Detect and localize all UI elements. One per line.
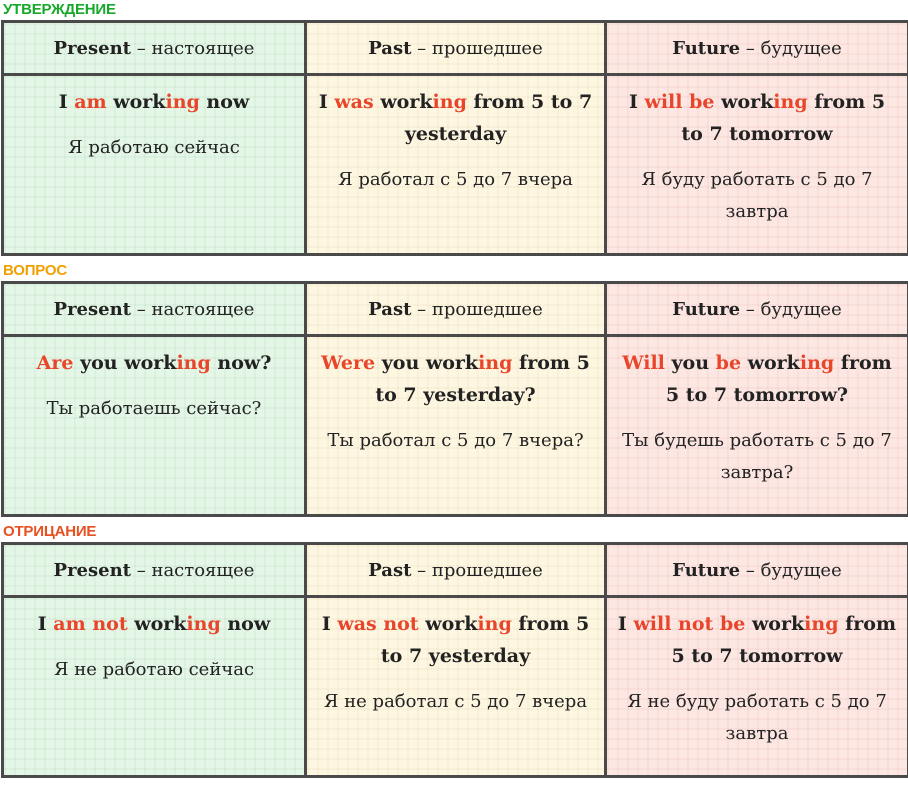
highlighted-fragment: ing xyxy=(773,91,808,113)
tense-name: Past xyxy=(368,37,412,59)
russian-translation: Ты будешь работать с 5 до 7 завтра? xyxy=(622,430,892,483)
sentence-fragment: you xyxy=(664,352,716,374)
cell-affirmative-past xyxy=(306,75,606,255)
cell-question-present xyxy=(3,336,306,516)
english-sentence xyxy=(315,608,596,672)
header-future: Future – будущее xyxy=(606,544,908,597)
tense-name: Future xyxy=(672,559,741,581)
header-future: Future – будущее xyxy=(606,22,908,75)
russian-translation: Я не работал с 5 до 7 вчера xyxy=(323,691,588,712)
tense-name: Past xyxy=(368,559,412,581)
english-sentence xyxy=(315,86,596,150)
sentence-fragment: I xyxy=(321,613,338,635)
highlighted-fragment: will not be xyxy=(633,613,746,635)
negative-table xyxy=(1,542,908,778)
sentence-fragment: now? xyxy=(210,352,272,374)
sentence-fragment: work xyxy=(373,91,433,113)
sentence-fragment: I xyxy=(318,91,335,113)
sentence-fragment: from 5 to 7 yesterday? xyxy=(375,352,590,406)
tense-name: Present xyxy=(53,298,131,320)
tense-translation: настоящее xyxy=(151,559,255,581)
sentence-fragment: from 5 to 7 tomorrow xyxy=(681,91,886,145)
sentence-fragment: from 5 to 7 yesterday xyxy=(380,613,590,667)
sentence-fragment: now xyxy=(220,613,271,635)
cell-negative-present xyxy=(3,597,306,777)
cell-affirmative-present xyxy=(3,75,306,255)
russian-translation: Ты работаешь сейчас? xyxy=(46,398,262,419)
highlighted-fragment: ing xyxy=(176,352,211,374)
tense-translation: настоящее xyxy=(151,298,255,320)
sentence-fragment: you work xyxy=(73,352,177,374)
tense-name: Present xyxy=(53,37,131,59)
tense-name: Past xyxy=(368,298,412,320)
highlighted-fragment: am not xyxy=(53,613,128,635)
sentence-fragment: work xyxy=(127,613,187,635)
header-future: Future – будущее xyxy=(606,283,908,336)
header-past: Past – прошедшее xyxy=(306,22,606,75)
highlighted-fragment: ing xyxy=(186,613,221,635)
russian-translation: Я буду работать с 5 до 7 завтра xyxy=(641,169,873,222)
cell-negative-past xyxy=(306,597,606,777)
sentence-fragment: work xyxy=(418,613,478,635)
highlighted-fragment: Will xyxy=(622,352,665,374)
english-sentence xyxy=(12,86,296,118)
sentence-fragment: from 5 to 7 tomorrow? xyxy=(665,352,892,406)
russian-translation: Ты работал с 5 до 7 вчера? xyxy=(327,430,584,451)
tense-name: Future xyxy=(672,298,741,320)
tense-translation: будущее xyxy=(760,559,842,581)
header-present: Present – настоящее xyxy=(3,22,306,75)
highlighted-fragment: Are xyxy=(36,352,74,374)
cell-affirmative-future xyxy=(606,75,908,255)
highlighted-fragment: ing xyxy=(804,613,839,635)
sentence-fragment: work xyxy=(714,91,774,113)
affirmative-table xyxy=(1,20,908,256)
highlighted-fragment: will be xyxy=(644,91,715,113)
english-sentence xyxy=(12,608,296,640)
question-table xyxy=(1,281,908,517)
highlighted-fragment: Were xyxy=(321,352,376,374)
highlighted-fragment: was xyxy=(334,91,374,113)
header-past: Past – прошедшее xyxy=(306,283,606,336)
english-sentence xyxy=(615,86,899,150)
english-sentence xyxy=(12,347,296,379)
highlighted-fragment: am xyxy=(74,91,107,113)
sentence-fragment: I xyxy=(58,91,75,113)
highlighted-fragment: was not xyxy=(337,613,419,635)
highlighted-fragment: ing xyxy=(477,613,512,635)
tense-name: Future xyxy=(672,37,741,59)
tense-translation: прошедшее xyxy=(431,37,543,59)
sentence-fragment: I xyxy=(628,91,645,113)
tense-translation: будущее xyxy=(760,37,842,59)
highlighted-fragment: ing xyxy=(478,352,513,374)
highlighted-fragment: ing xyxy=(799,352,835,374)
highlighted-fragment: ing xyxy=(432,91,467,113)
sentence-fragment: from 5 to 7 yesterday xyxy=(404,91,593,145)
header-present: Present – настоящее xyxy=(3,283,306,336)
tense-translation: прошедшее xyxy=(431,298,543,320)
russian-translation: Я работаю сейчас xyxy=(68,137,240,158)
russian-translation: Я работал с 5 до 7 вчера xyxy=(338,169,573,190)
sentence-fragment: you work xyxy=(375,352,479,374)
header-present: Present – настоящее xyxy=(3,544,306,597)
sentence-fragment: I xyxy=(37,613,54,635)
tense-name: Present xyxy=(53,559,131,581)
sentence-fragment: from 5 to 7 tomorrow xyxy=(671,613,897,667)
english-sentence xyxy=(615,347,899,411)
sentence-fragment: work xyxy=(106,91,166,113)
section-label-negative: ОТРИЦАНИЕ xyxy=(3,523,97,540)
tense-translation: прошедшее xyxy=(431,559,543,581)
tense-translation: настоящее xyxy=(151,37,255,59)
sentence-fragment: now xyxy=(199,91,250,113)
cell-negative-future xyxy=(606,597,908,777)
english-sentence xyxy=(615,608,899,672)
sentence-fragment: work xyxy=(745,613,805,635)
russian-translation: Я не работаю сейчас xyxy=(53,659,255,680)
cell-question-future xyxy=(606,336,908,516)
russian-translation: Я не буду работать с 5 до 7 завтра xyxy=(627,691,887,744)
header-past: Past – прошедшее xyxy=(306,544,606,597)
highlighted-fragment: ing xyxy=(165,91,200,113)
tense-translation: будущее xyxy=(760,298,842,320)
sentence-fragment: work xyxy=(741,352,800,374)
english-sentence xyxy=(315,347,596,411)
highlighted-fragment: be xyxy=(715,352,742,374)
cell-question-past xyxy=(306,336,606,516)
section-label-affirmative: УТВЕРЖДЕНИЕ xyxy=(3,1,116,18)
sentence-fragment: I xyxy=(617,613,634,635)
section-label-question: ВОПРОС xyxy=(3,262,68,279)
